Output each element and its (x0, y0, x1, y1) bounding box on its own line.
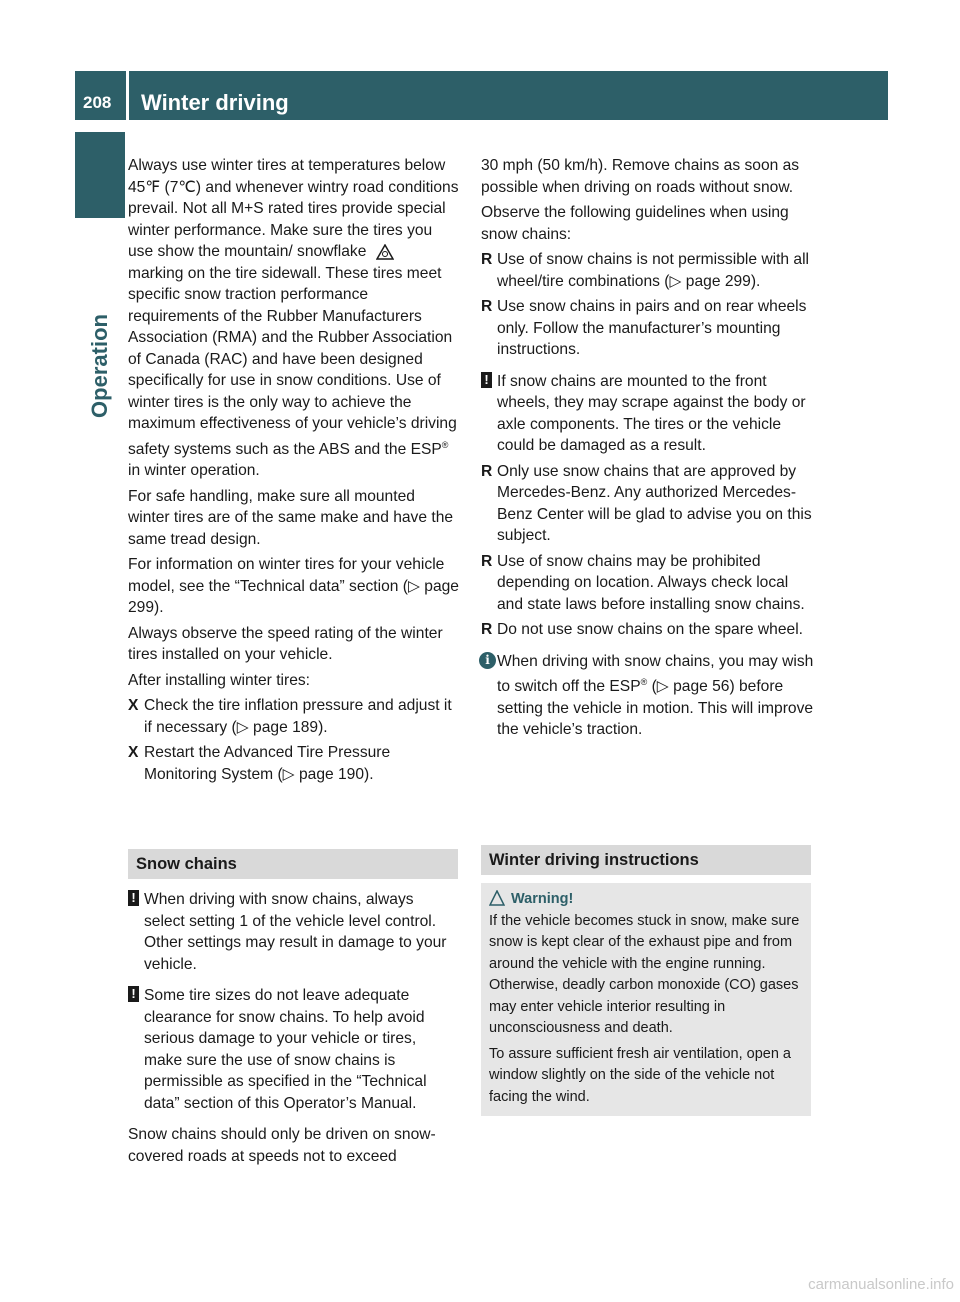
paragraph: Snow chains should only be driven on snow-covered roads at speeds not to exceed (128, 1126, 436, 1165)
note: ! If snow chains are mounted to the front wheels, they may scrape against the body or axle components. The tires or the vehicle could be damaged as a result. (481, 371, 814, 457)
step-item: X Restart the Advanced Tire Pressure Monitoring System (▷ page 190). (128, 744, 391, 783)
bullet-item: R Use of snow chains may be prohibited depending on location. Always check local and state laws before installing snow chains. (481, 552, 805, 613)
warning-title: Warning! (489, 889, 803, 911)
exclamation-icon: ! (128, 890, 139, 906)
paragraph: 30 mph (50 km/h). Remove chains as soon as possible when driving on roads without snow. (481, 157, 800, 196)
note: ! Some tire sizes do not leave adequate clearance for snow chains. To help avoid serious damage to your vehicle or tires, make sure the use of snow chains is permissible as specified in the “Technical data” section of this Operator’s Manual. (128, 985, 458, 1114)
warning-triangle-icon (489, 890, 505, 906)
side-tab (75, 132, 125, 218)
bullet-icon: R (481, 298, 493, 315)
left-column (128, 155, 460, 789)
section-heading: Winter driving instructions (481, 845, 811, 875)
step-item: X Check the tire inflation pressure and adjust it if necessary (▷ page 189). (128, 697, 452, 736)
side-label (75, 226, 125, 506)
note: ! When driving with snow chains, always select setting 1 of the vehicle level control. Other settings may result in damage to your vehicle. (128, 889, 458, 975)
snow-chains-section (128, 849, 458, 1171)
exclamation-icon: ! (128, 986, 139, 1002)
info-note: i When driving with snow chains, you may wish to switch off the ESP® (▷ page 56) before setting the vehicle in motion. This will improve the vehicle’s traction. (481, 651, 814, 741)
bullet-icon: R (481, 251, 493, 268)
section-heading: Snow chains (128, 849, 458, 879)
bullet-item: R Use of snow chains is not permissible with all wheel/tire combinations (▷ page 299). (481, 251, 810, 290)
exclamation-icon: ! (481, 372, 492, 388)
paragraph: After installing winter tires: (128, 671, 310, 689)
bullet-icon: R (481, 552, 493, 570)
bullet-item: R Only use snow chains that are approved by Mercedes-Benz. Any authorized Mercedes-Benz Center will be glad to advise you on this subject. (481, 462, 812, 544)
mountain-snowflake-icon (376, 244, 394, 260)
paragraph: Always observe the speed rating of the winter tires installed on your vehicle. (128, 624, 443, 664)
warning-text: To assure sufficient fresh air ventilation, open a window slightly on the side of the vehicle not facing the wind. (489, 1045, 791, 1105)
paragraph: Always use winter tires at temperatures below 45℉ (7℃) and whenever wintry road conditions prevail. Not all M+S rated tires provide special winter performance. Make sure the tires you use show the mountain/ snowflakemarking on the tire sidewall. These tires meet specific snow traction performance requirements of the Rubber Manufacturers Association (RMA) and the Rubber Association of Canada (RAC) and have been designed specifically for use in snow conditions. Use of winter tires is the only way to achieve the maximum effectiveness of your vehicle’s driving safety systems such as the ABS and the ESP® in winter operation. (128, 157, 459, 480)
watermark: carmanualsonline.info (808, 1276, 954, 1293)
header-divider (126, 71, 129, 120)
step-marker-icon: X (128, 697, 139, 715)
info-icon: i (479, 652, 496, 669)
step-marker-icon: X (128, 744, 139, 762)
right-column (481, 155, 814, 751)
paragraph: Observe the following guidelines when using snow chains: (481, 204, 789, 243)
page-title: Winter driving (141, 90, 289, 115)
warning-box (481, 883, 811, 1116)
side-label-text: Operation (87, 314, 112, 418)
winter-instructions-section (481, 845, 811, 1116)
bullet-item: R Do not use snow chains on the spare wheel. (481, 619, 814, 641)
bullet-icon: R (481, 621, 493, 638)
paragraph: For information on winter tires for your vehicle model, see the “Technical data” section (▷ page 299). (128, 556, 459, 617)
bullet-item: R Use snow chains in pairs and on rear wheels only. Follow the manufacturer’s mounting instructions. (481, 298, 807, 358)
bullet-icon: R (481, 462, 493, 480)
page-number: 208 (83, 93, 112, 112)
paragraph: For safe handling, make sure all mounted winter tires are of the same make and have the same tread design. (128, 487, 454, 548)
warning-text: If the vehicle becomes stuck in snow, make sure snow is kept clear of the exhaust pipe and from around the vehicle with the engine running. Otherwise, deadly carbon monoxide (CO) gases may enter vehicle interior resulting in unconsciousness and death. (489, 912, 800, 1036)
